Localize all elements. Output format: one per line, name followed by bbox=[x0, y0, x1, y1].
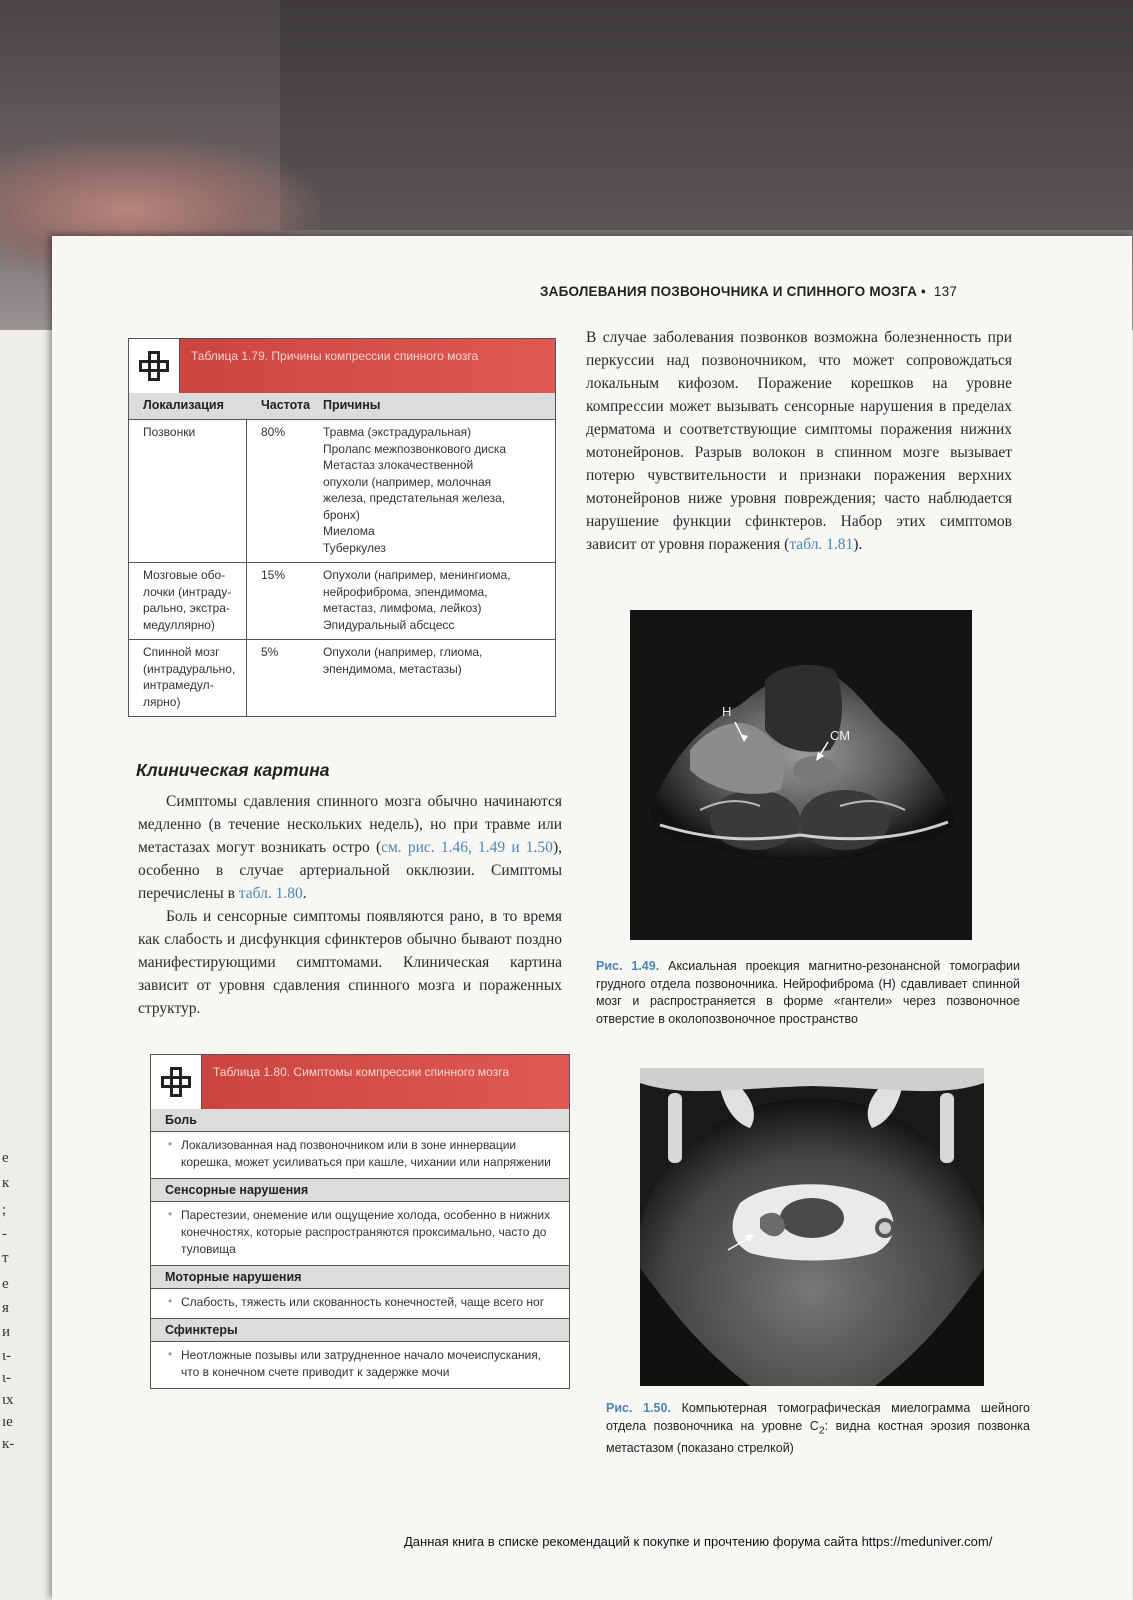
table-section-header: Сфинктеры bbox=[151, 1318, 569, 1342]
cell-line: (интрадурально, bbox=[143, 661, 236, 676]
medical-cross-icon bbox=[129, 339, 180, 393]
table-header bbox=[129, 393, 555, 420]
figure-caption-text: Компьютерная томографическая миелограмма шейного отдела позвоночника на уровне $С_2$: видна костная эрозия позвонка метастазом (показано стрелкой) bbox=[606, 1401, 1030, 1455]
margin-fragment: ıе bbox=[2, 1414, 13, 1430]
cell-line: Спинной мозг bbox=[143, 645, 220, 659]
cell-line: Эпидуральный абсцесс bbox=[323, 617, 455, 632]
footer-note: Данная книга в списке рекомендаций к покупке и прочтению форума сайта https://meduniver.com/ bbox=[404, 1534, 993, 1549]
figure-1-50-caption bbox=[606, 1400, 1030, 1457]
table-caption bbox=[151, 1055, 569, 1109]
cell-line: опухоли (например, молочная bbox=[323, 474, 492, 489]
table-list-item: • Слабость, тяжесть или скованность конечностей, чаще всего ног bbox=[151, 1289, 569, 1318]
table-section-header: Сенсорные нарушения bbox=[151, 1178, 569, 1202]
figure-caption-text: Аксиальная проекция магнитно-резонансной томографии грудного отдела позвоночника. Нейрофиброма (Н) сдавливает спинной мозг и распространяется в форме «гантели» через позвоночное отверстие в околопозвоночное пространство bbox=[596, 959, 1020, 1026]
label-h: Н bbox=[722, 704, 732, 719]
table-body bbox=[129, 420, 555, 716]
margin-fragment: ; bbox=[2, 1202, 7, 1218]
cell-causes bbox=[319, 563, 555, 639]
figure-label: Рис. 1.49. bbox=[596, 959, 660, 973]
cell-line: лярно) bbox=[143, 694, 181, 709]
cell-frequency: 5% bbox=[261, 645, 279, 659]
running-head-separator: • bbox=[921, 284, 926, 299]
running-head bbox=[540, 284, 957, 299]
cell-line: нейрофиброма, эпендимома, bbox=[323, 584, 488, 599]
running-head-title: ЗАБОЛЕВАНИЯ ПОЗВОНОЧНИКА И СПИННОГО МОЗГА bbox=[540, 284, 918, 299]
margin-fragment: т bbox=[2, 1250, 9, 1266]
cell-line: бронх) bbox=[323, 507, 360, 522]
table-1-80 bbox=[150, 1054, 570, 1389]
table-list-item: • Локализованная над позвоночником или в зоне иннервации корешка, может усиливаться при кашле, чихании или напряжении bbox=[151, 1132, 569, 1178]
cell-line: метастаз, лимфома, лейкоз) bbox=[323, 601, 482, 615]
table-row bbox=[129, 640, 555, 716]
table-row bbox=[129, 563, 555, 640]
left-body-text bbox=[138, 790, 562, 1020]
cell-line: эпендимома, метастазы) bbox=[323, 661, 462, 676]
col-header-causes: Причины bbox=[323, 398, 381, 412]
background-dark-area bbox=[280, 0, 1133, 230]
cell-causes bbox=[319, 420, 555, 562]
cell-line: Миелома bbox=[323, 524, 375, 538]
paragraph-1: Симптомы сдавления спинного мозга обычно начинаются медленно (в течение нескольких недель), но при травме или метастазах могут возникать остро (см. рис. 1.46, 1.49 и 1.50), особенно в случае артериальной окклюзии. Симптомы перечислены в табл. 1.80. bbox=[138, 793, 562, 902]
cell-localization bbox=[129, 640, 247, 716]
figure-1-50-ct bbox=[640, 1068, 984, 1386]
table-list-item: • Парестезии, онемение или ощущение холода, особенно в нижних конечностях, которые распространяются проксимально, часто до туловища bbox=[151, 1202, 569, 1265]
cell-line: Травма (экстрадуральная) bbox=[323, 425, 472, 439]
margin-fragment: ι- bbox=[2, 1370, 12, 1386]
medical-cross-icon bbox=[151, 1055, 202, 1109]
col-header-frequency: Частота bbox=[261, 398, 311, 412]
margin-fragment: я bbox=[2, 1300, 9, 1316]
cell-line: лочки (интраду- bbox=[143, 584, 232, 599]
figure-1-49-caption bbox=[596, 958, 1020, 1028]
cell-line: Метастаз злокачественной bbox=[323, 458, 474, 472]
cell-line: Туберкулез bbox=[323, 540, 386, 555]
table-caption-text: Таблица 1.79. Причины компрессии спинного мозга bbox=[191, 349, 479, 363]
cell-line: железа, предстательная железа, bbox=[323, 491, 506, 505]
figure-1-49-mri bbox=[630, 610, 972, 940]
table-section-header: Моторные нарушения bbox=[151, 1265, 569, 1289]
margin-fragment: е bbox=[2, 1276, 9, 1292]
ct-image bbox=[640, 1068, 984, 1386]
cell-localization bbox=[129, 420, 247, 562]
cell-line: Опухоли (например, менингиома, bbox=[323, 568, 511, 582]
margin-fragment: е bbox=[2, 1150, 9, 1166]
cell-line: Мозговые обо- bbox=[143, 568, 226, 582]
col-header-localization: Локализация bbox=[143, 398, 224, 412]
label-cm: СМ bbox=[830, 728, 851, 743]
cell-causes bbox=[319, 640, 555, 716]
cell-line: Опухоли (например, глиома, bbox=[323, 645, 483, 659]
margin-fragment: - bbox=[2, 1226, 7, 1242]
table-body bbox=[151, 1109, 569, 1388]
margin-fragment: и bbox=[2, 1324, 11, 1340]
page-number: 137 bbox=[933, 284, 958, 299]
cell-line: интрамедул- bbox=[143, 678, 214, 692]
cell-localization bbox=[129, 563, 247, 639]
table-caption bbox=[129, 339, 555, 393]
cell-line: медуллярно) bbox=[143, 617, 215, 632]
cell-frequency: 15% bbox=[261, 568, 286, 582]
cell-frequency: 80% bbox=[261, 425, 286, 439]
margin-fragment: ι- bbox=[2, 1348, 12, 1364]
mri-image bbox=[630, 610, 972, 940]
table-section-header: Боль bbox=[151, 1109, 569, 1132]
cell-line: рально, экстра- bbox=[143, 601, 230, 615]
cell-line: Позвонки bbox=[143, 425, 196, 439]
figure-label: Рис. 1.50. bbox=[606, 1401, 671, 1415]
paragraph-right: В случае заболевания позвонков возможна болезненность при перкуссии над позвоночником, что может сопровождаться локальным кифозом. Поражение корешков на уровне компрессии может вызывать сенсорные нарушения в пределах дерматома и соответствующие симптомы поражения нижних мотонейронов. Разрыв волокон в спинном мозге вызывает потерю чувствительности и признаки поражения верхних мотонейронов ниже уровня повреждения; часто наблюдается нарушение функции сфинктеров. Набор этих симптомов зависит от уровня поражения (табл. 1.81). bbox=[586, 329, 1012, 553]
cell-line: Пролапс межпозвонкового диска bbox=[323, 441, 507, 456]
table-caption-text: Таблица 1.80. Симптомы компрессии спинного мозга bbox=[213, 1065, 509, 1079]
table-row bbox=[129, 420, 555, 563]
paragraph-2: Боль и сенсорные симптомы появляются рано, в то время как слабость и дисфункция сфинктеров обычно бывают поздно манифестирующими симптомами. Клиническая картина зависит от уровня сдавления спинного мозга и пораженных структур. bbox=[138, 908, 562, 1017]
table-reference-link[interactable]: табл. 1.80 bbox=[238, 885, 303, 902]
margin-fragment: к bbox=[2, 1175, 10, 1191]
margin-fragment: к- bbox=[2, 1436, 15, 1452]
table-list-item: • Неотложные позывы или затрудненное начало мочеиспускания, что в конечном счете приводит к задержке мочи bbox=[151, 1342, 569, 1388]
section-heading: Клиническая картина bbox=[136, 760, 330, 780]
right-body-text bbox=[586, 326, 1012, 556]
figure-reference-link[interactable]: см. рис. 1.46, 1.49 и 1.50 bbox=[381, 839, 553, 856]
previous-page-strip bbox=[0, 330, 52, 1600]
table-reference-link[interactable]: табл. 1.81 bbox=[789, 536, 854, 553]
table-1-79 bbox=[128, 338, 556, 717]
margin-fragment: ιх bbox=[2, 1392, 14, 1408]
